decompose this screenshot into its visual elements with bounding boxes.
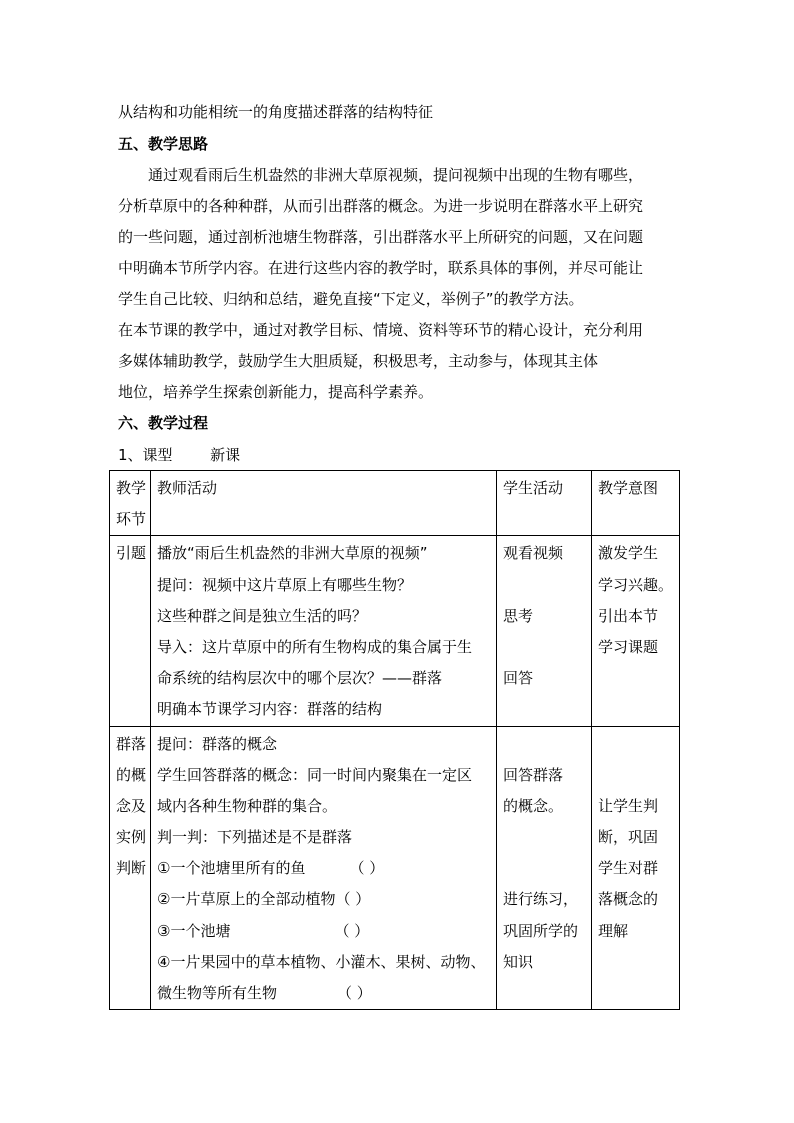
intent-line: 激发学生: [598, 544, 659, 563]
stage-line: 判断: [116, 859, 147, 878]
option-text: ①一个池塘里所有的鱼: [157, 859, 306, 878]
section5-paragraph-line: 分析草原中的各种种群，从而引出群落的概念。为进一步说明在群落水平上研究: [118, 197, 644, 215]
teacher-line: 明确本节课学习内容：群落的结构: [157, 700, 383, 719]
intent-line: 学生对群: [598, 859, 659, 878]
intent-line: [598, 729, 673, 760]
lesson-type-value: 新课: [210, 446, 241, 464]
student-line: 进行练习，: [503, 890, 579, 909]
student-line: 观看视频: [503, 544, 564, 563]
student-line: 的概念。: [503, 796, 564, 815]
header-stage-line: 环节: [116, 510, 147, 529]
section5-paragraph-line: 通过观看雨后生机盎然的非洲大草原视频，提问视频中出现的生物有哪些，: [148, 166, 644, 184]
student-line: [503, 694, 585, 725]
teacher-line: 提问：视频中这片草原上有哪些生物？: [157, 575, 413, 594]
lesson-type: [118, 445, 240, 465]
header-intent: [592, 471, 680, 536]
intro-line: 从结构和功能相统一的角度描述群落的结构特征: [118, 103, 434, 121]
header-teacher: [151, 471, 497, 536]
row-student: [497, 726, 592, 1010]
teacher-line: 域内各种生物种群的集合。: [157, 796, 338, 815]
section5-heading: 五、教学思路: [118, 135, 209, 153]
teacher-line: ④一片果园中的草本植物、小灌木、果树、动物、: [157, 952, 486, 971]
intent-line: 引出本节: [598, 606, 659, 625]
intent-line: [598, 978, 673, 1009]
row-student: [497, 536, 592, 726]
student-line: [503, 978, 585, 1009]
intent-line: 让学生判: [598, 796, 659, 815]
stage-line: 群落: [116, 734, 147, 753]
student-line: 巩固所学的: [503, 921, 579, 940]
teacher-line: [157, 916, 490, 947]
option-text: ③一个池塘: [157, 921, 231, 940]
teacher-line: 提问：群落的概念: [157, 734, 278, 753]
stage-line: 念及: [116, 796, 147, 815]
student-line: 知识: [503, 952, 534, 971]
header-student: [497, 471, 592, 536]
header-intent-label: 教学意图: [598, 479, 659, 497]
table-row: [110, 536, 680, 726]
student-line: [503, 632, 585, 663]
header-student-label: 学生活动: [503, 479, 564, 497]
intent-line: [598, 947, 673, 978]
section6-heading: 六、教学过程: [118, 414, 209, 432]
student-line: [503, 822, 585, 853]
answer-bracket: （ ）: [337, 984, 372, 1002]
student-line: [503, 729, 585, 760]
option-text: 微生物等所有生物: [157, 984, 278, 1002]
teacher-line: [157, 978, 490, 1009]
student-line: 回答: [503, 669, 534, 688]
section5-paragraph-line: 学生自己比较、归纳和总结，避免直接“下定义，举例子”的教学方法。: [118, 290, 584, 308]
teacher-line: 这些种群之间是独立生活的吗？: [157, 606, 368, 625]
section5-paragraph-line: 在本节课的教学中，通过对教学目标、情境、资料等环节的精心设计，充分利用: [118, 321, 644, 339]
teacher-line: [157, 853, 490, 884]
lesson-type-label: 1、课型: [118, 446, 173, 464]
teacher-line: 导入：这片草原中的所有生物构成的集合属于生: [157, 637, 473, 656]
stage-line: 的概: [116, 765, 147, 784]
section5-paragraph-line: 多媒体辅助教学，鼓励学生大胆质疑，积极思考，主动参与，体现其主体: [118, 352, 599, 370]
row-intent: [592, 536, 680, 726]
student-line: 回答群落: [503, 765, 564, 784]
intent-line: [598, 694, 673, 725]
intent-line: [598, 760, 673, 791]
answer-bracket: （ ）: [335, 890, 371, 909]
intent-line: 落概念的: [598, 890, 659, 909]
section5-paragraph-line: 中明确本节所学内容。在进行这些内容的教学时，联系具体的事例，并尽可能让: [118, 259, 644, 277]
section5-paragraph-line: 地位，培养学生探索创新能力，提高科学素养。: [118, 383, 434, 401]
answer-bracket: （ ）: [349, 859, 385, 878]
teacher-line: [157, 884, 490, 915]
row-teacher: [151, 726, 497, 1010]
answer-bracket: （ ）: [334, 921, 370, 940]
teacher-line: 学生回答群落的概念：同一时间内聚集在一定区: [157, 765, 473, 784]
section5-paragraph-line: 的一些问题，通过剖析池塘生物群落，引出群落水平上所研究的问题，又在问题: [118, 228, 644, 246]
student-line: [503, 570, 585, 601]
teacher-line: 播放“雨后生机盎然的非洲大草原的视频”: [157, 544, 428, 563]
teaching-process-table: [109, 470, 680, 1010]
header-stage: [110, 471, 151, 536]
intent-line: [598, 663, 673, 694]
header-stage-line: 教学: [116, 479, 147, 497]
table-row: [110, 726, 680, 1010]
stage-line: 引题: [116, 544, 147, 563]
row-stage: [110, 536, 151, 726]
table-header-row: [110, 471, 680, 536]
intent-line: 理解: [598, 921, 629, 940]
header-teacher-label: 教师活动: [157, 479, 218, 497]
row-teacher: [151, 536, 497, 726]
student-line: [503, 853, 585, 884]
row-stage: [110, 726, 151, 1010]
intent-line: 断，巩固: [598, 828, 659, 847]
intent-line: 学习课题: [598, 637, 659, 656]
option-text: ②一片草原上的全部动植物: [157, 890, 336, 909]
teacher-line: 命系统的结构层次中的哪个层次？——群落: [157, 669, 443, 688]
intent-line: 学习兴趣。: [598, 575, 674, 594]
student-line: 思考: [503, 606, 534, 625]
stage-line: 实例: [116, 828, 147, 847]
teacher-line: 判一判：下列描述是不是群落: [157, 828, 353, 847]
row-intent: [592, 726, 680, 1010]
